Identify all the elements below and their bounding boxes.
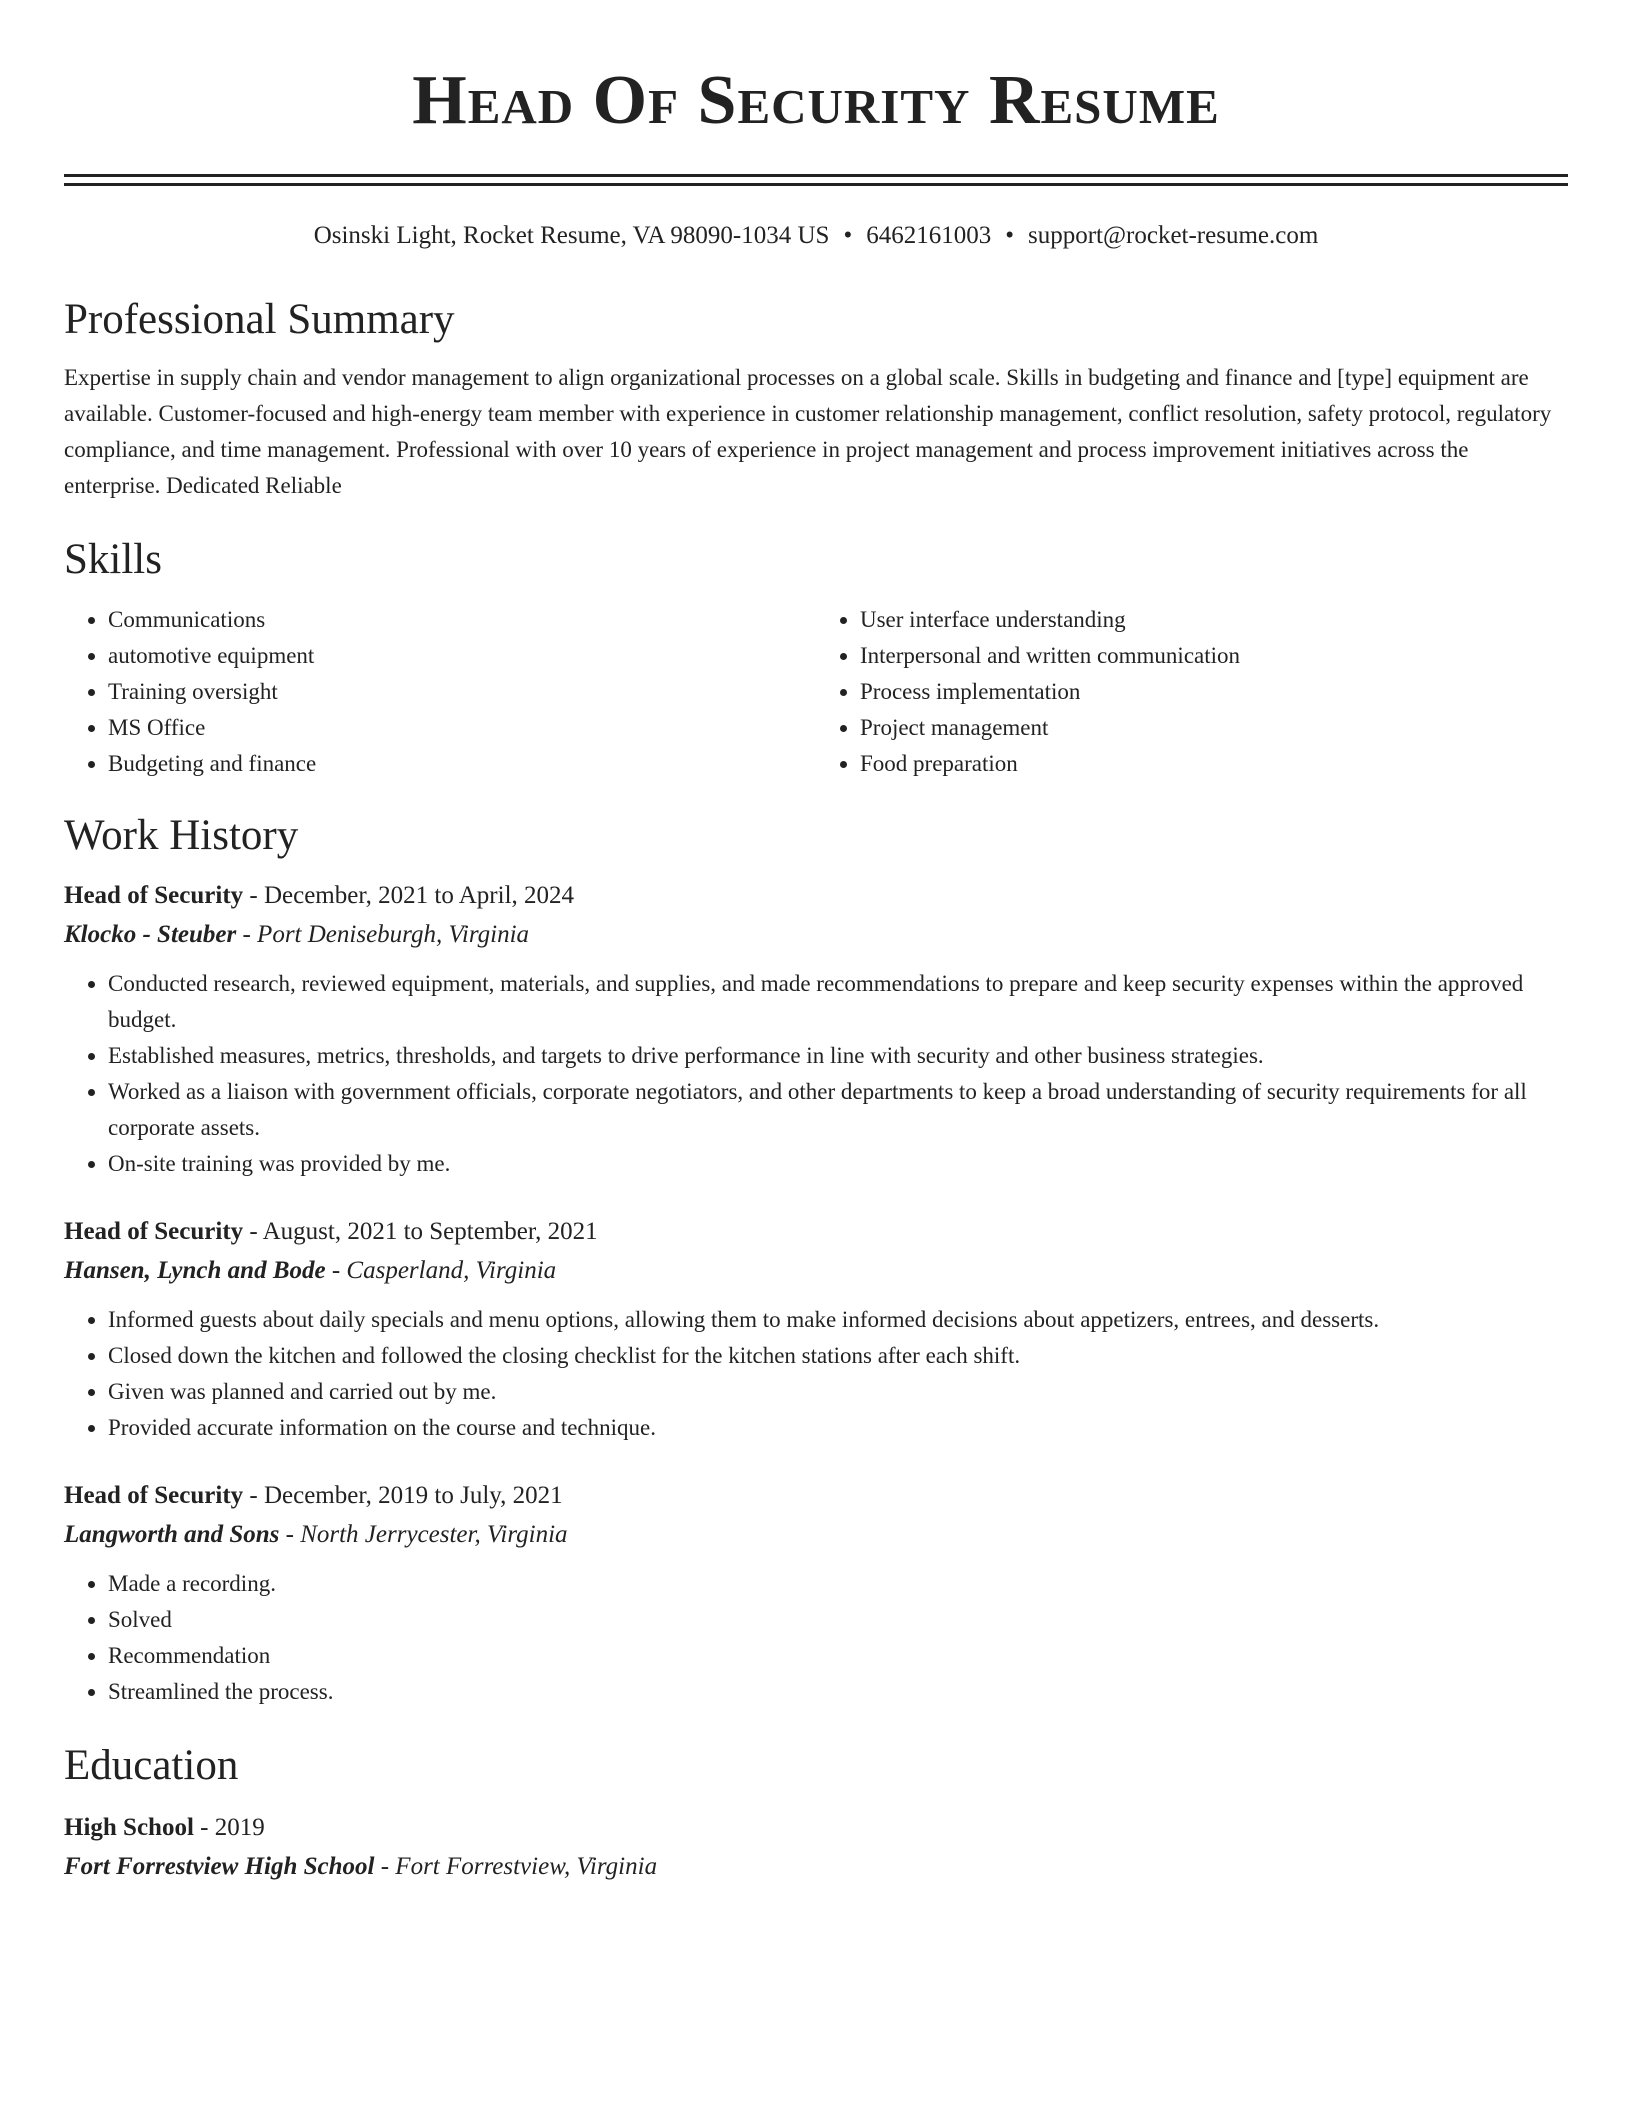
- contact-address: Osinski Light, Rocket Resume, VA 98090-1034 US: [313, 222, 830, 249]
- job-duty: • Informed guests about daily specials and menu options, allowing them to make informed decisions about appetizers, entrees, and desserts.: [108, 1302, 1568, 1338]
- job-duties: [64, 966, 1568, 1182]
- education-entry: [64, 1808, 1568, 1886]
- skill-item: • Budgeting and finance: [108, 746, 816, 782]
- employer-name: Hansen, Lynch and Bode: [64, 1257, 326, 1284]
- skill-item: • User interface understanding: [860, 602, 1568, 638]
- employer-line: [64, 1252, 1568, 1290]
- title-divider: [64, 174, 1568, 186]
- skill-item: • Training oversight: [108, 674, 816, 710]
- job-duty: • Solved: [108, 1602, 1568, 1638]
- contact-email: support@rocket-resume.com: [1028, 222, 1319, 249]
- skills-heading: Skills: [64, 536, 162, 583]
- job-duty: • Made a recording.: [108, 1566, 1568, 1602]
- job-dates: - December, 2019 to July, 2021: [243, 1482, 563, 1509]
- employer-location: - Port Deniseburgh, Virginia: [236, 921, 530, 948]
- job-dates: - December, 2021 to April, 2024: [243, 882, 575, 909]
- summary-text: Expertise in supply chain and vendor management to align organizational processes on a global scale. Skills in budgeting and finance and [type] equipment are available. Customer-focused and high-energy team member with experience in customer relationship management, conflict resolution, safety protocol, regulatory compliance, and time management. Professional with over 10 years of experience in project management and process improvement initiatives across the enterprise. Dedicated Reliable: [64, 365, 1552, 498]
- contact-line: [64, 220, 1568, 252]
- skills-column-left: [64, 602, 816, 782]
- employer-line: [64, 916, 1568, 954]
- job-dates: - August, 2021 to September, 2021: [243, 1218, 598, 1245]
- summary-heading: Professional Summary: [64, 296, 455, 343]
- job-duty: • On-site training was provided by me.: [108, 1146, 1568, 1182]
- skill-item: • Process implementation: [860, 674, 1568, 710]
- job-entry: [64, 1476, 1568, 1710]
- skill-item: • Project management: [860, 710, 1568, 746]
- job-title: Head of Security: [64, 1218, 244, 1245]
- education-heading: Education: [64, 1742, 239, 1789]
- job-duty: • Recommendation: [108, 1638, 1568, 1674]
- job-title: Head of Security: [64, 882, 244, 909]
- contact-separator: •: [843, 222, 853, 249]
- skills-list: [64, 602, 1568, 782]
- employer-name: Klocko - Steuber: [64, 921, 237, 948]
- work-history-heading: Work History: [64, 812, 299, 859]
- job-duties: [64, 1566, 1568, 1710]
- job-entry: [64, 876, 1568, 1182]
- job-title: Head of Security: [64, 1482, 244, 1509]
- job-duty: • Established measures, metrics, thresholds, and targets to drive performance in line with security and other business strategies.: [108, 1038, 1568, 1074]
- job-duty: • Given was planned and carried out by me.: [108, 1374, 1568, 1410]
- contact-phone: 6462161003: [866, 222, 992, 249]
- resume-title: Head Of Security Resume: [412, 62, 1220, 139]
- skill-item: • Interpersonal and written communication: [860, 638, 1568, 674]
- contact-separator: •: [1005, 222, 1014, 249]
- job-duties: [64, 1302, 1568, 1446]
- job-title-line: [64, 876, 1568, 916]
- job-duty: • Closed down the kitchen and followed the closing checklist for the kitchen stations after each shift.: [108, 1338, 1568, 1374]
- school-location: - Fort Forrestview, Virginia: [374, 1853, 658, 1880]
- graduation-year: - 2019: [193, 1814, 265, 1841]
- job-title-line: [64, 1212, 1568, 1252]
- skills-column-right: [816, 602, 1568, 782]
- skill-item: • Communications: [108, 602, 816, 638]
- skill-item: • Food preparation: [860, 746, 1568, 782]
- job-duty: • Worked as a liaison with government officials, corporate negotiators, and other departments to keep a broad understanding of security requirements for all corporate assets.: [108, 1074, 1568, 1146]
- employer-line: [64, 1516, 1568, 1554]
- employer-name: Langworth and Sons: [64, 1521, 280, 1548]
- job-entry: [64, 1212, 1568, 1446]
- skill-item: • MS Office: [108, 710, 816, 746]
- employer-location: - Casperland, Virginia: [325, 1257, 557, 1284]
- degree: High School: [64, 1814, 194, 1841]
- school-name: Fort Forrestview High School: [64, 1853, 375, 1880]
- job-duty: • Streamlined the process.: [108, 1674, 1568, 1710]
- job-duty: • Provided accurate information on the course and technique.: [108, 1410, 1568, 1446]
- job-duty: • Conducted research, reviewed equipment, materials, and supplies, and made recommendations to prepare and keep security expenses within the approved budget.: [108, 966, 1568, 1038]
- job-title-line: [64, 1476, 1568, 1516]
- skill-item: • automotive equipment: [108, 638, 816, 674]
- school-line: [64, 1848, 1568, 1886]
- degree-line: [64, 1808, 1568, 1848]
- employer-location: - North Jerrycester, Virginia: [279, 1521, 568, 1548]
